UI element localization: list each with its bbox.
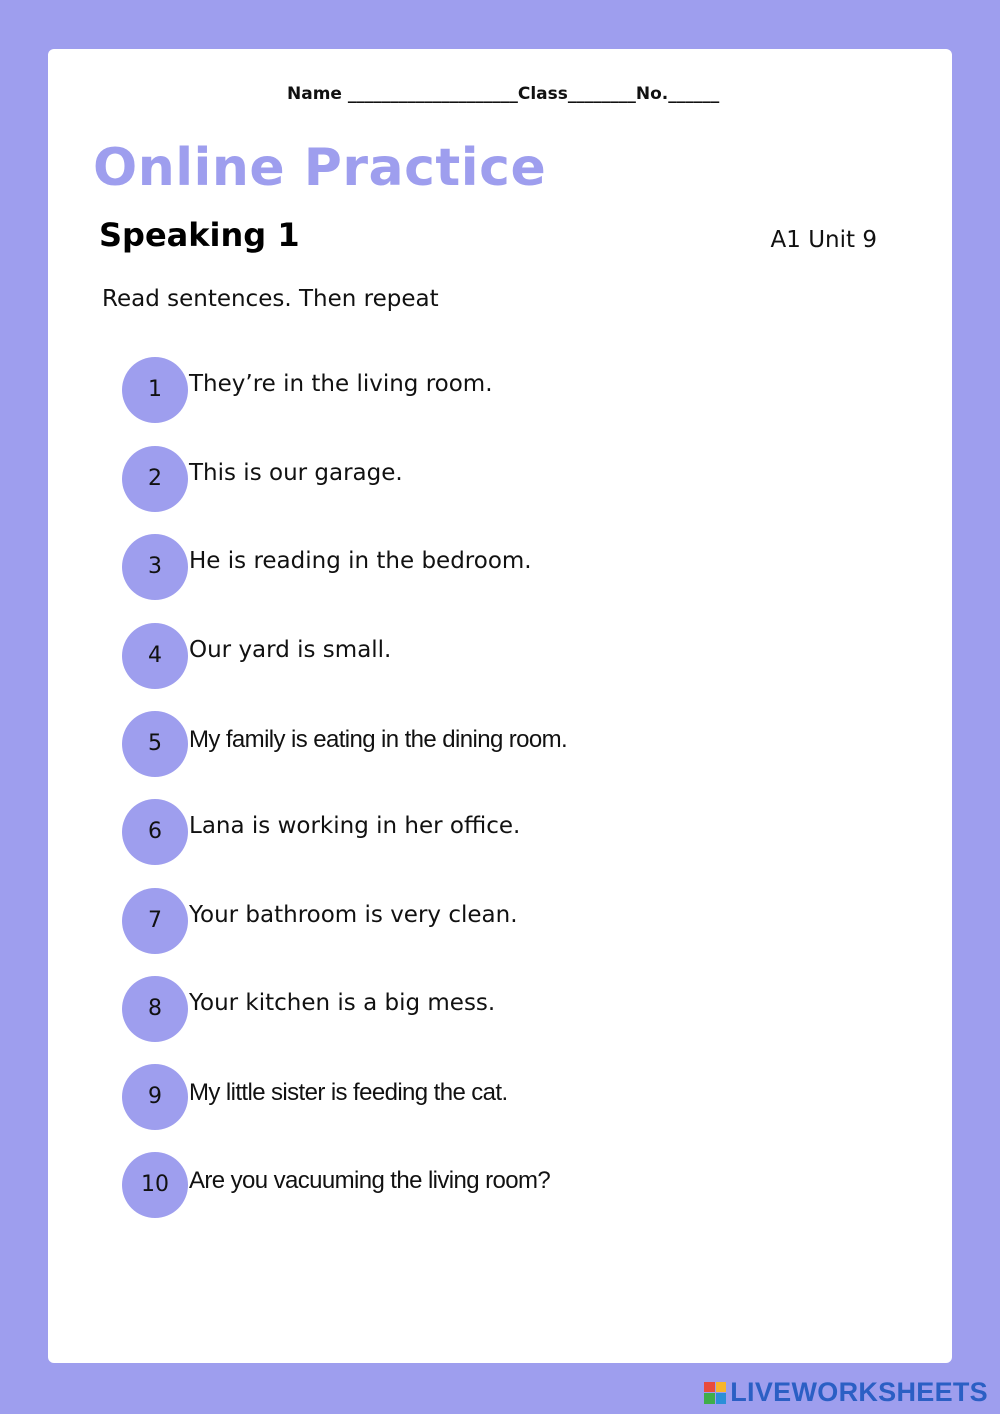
item-sentence: My little sister is feeding the cat.	[189, 1079, 508, 1106]
item-number-badge: 3	[122, 534, 188, 600]
item-sentence: Your bathroom is very clean.	[189, 902, 518, 928]
list-item	[122, 623, 882, 689]
item-number-badge: 2	[122, 446, 188, 512]
liveworksheets-logo-icon	[704, 1382, 726, 1404]
item-sentence: He is reading in the bedroom.	[189, 548, 532, 574]
list-item	[122, 711, 882, 777]
list-item	[122, 1152, 882, 1218]
liveworksheets-watermark	[704, 1377, 988, 1408]
item-sentence: Are you vacuuming the living room?	[189, 1167, 551, 1194]
item-number-badge: 7	[122, 888, 188, 954]
list-item	[122, 534, 882, 600]
item-number-badge: 10	[122, 1152, 188, 1218]
list-item	[122, 976, 882, 1042]
instruction-text: Read sentences. Then repeat	[102, 286, 439, 312]
item-number-badge: 9	[122, 1064, 188, 1130]
item-sentence: This is our garage.	[189, 460, 403, 486]
item-sentence: My family is eating in the dining room.	[189, 726, 568, 753]
name-class-number-line: Name ____________________Class________No.______	[287, 84, 720, 104]
item-number-badge: 1	[122, 357, 188, 423]
list-item	[122, 799, 882, 865]
unit-label: A1 Unit 9	[770, 227, 877, 253]
item-sentence: They’re in the living room.	[189, 371, 493, 397]
watermark-text: LIVEWORKSHEETS	[730, 1377, 988, 1407]
section-title: Speaking 1	[99, 216, 300, 254]
item-number-badge: 4	[122, 623, 188, 689]
list-item	[122, 446, 882, 512]
item-number-badge: 8	[122, 976, 188, 1042]
item-sentence: Our yard is small.	[189, 637, 392, 663]
item-sentence: Your kitchen is a big mess.	[189, 990, 496, 1016]
item-sentence: Lana is working in her office.	[189, 813, 521, 839]
list-item	[122, 357, 882, 423]
list-item	[122, 888, 882, 954]
item-number-badge: 6	[122, 799, 188, 865]
list-item	[122, 1064, 882, 1130]
page-title: Online Practice	[93, 138, 547, 198]
item-number-badge: 5	[122, 711, 188, 777]
